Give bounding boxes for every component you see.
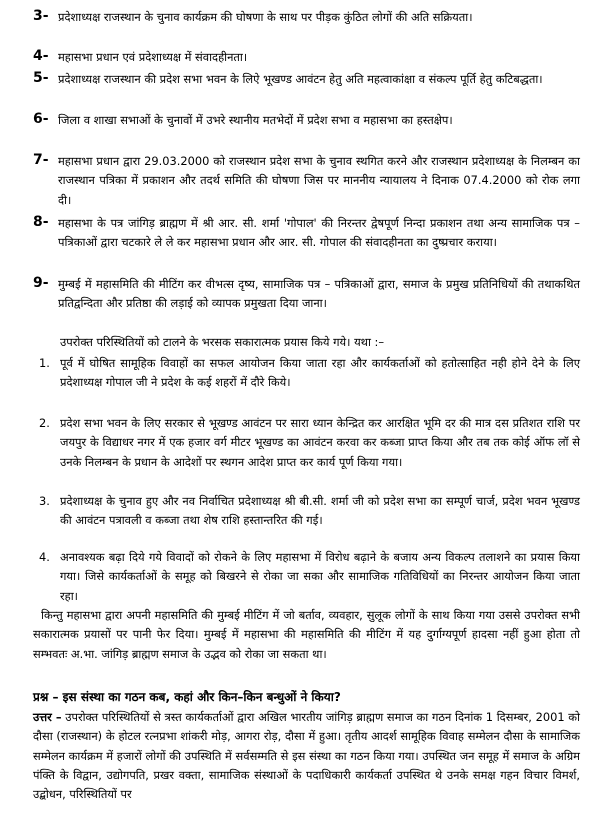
- sub-item-number: 1.: [39, 356, 50, 370]
- item-number: 6-: [33, 111, 49, 127]
- body-paragraph: किन्तु महासभा द्वारा अपनी महासमिति की मुम्बई मीटिंग में जो बर्ताव, व्यवहार, सुलूक लोगों के साथ किया गया उससे उपरोक्त सभी सकारात्मक प्रयासों पर पानी फेर दिया। मुम्बई में महासभा की महासमिति की मीटिंग में यह दुर्गाग्यपूर्ण हादसा नहीं हुआ होता तो सम्भवतः अ.भा. जांगिड़ ब्राह्मण समाज के उद्भव को रोका जा सकता था।: [33, 608, 580, 661]
- sub-item-text: पूर्व में घोषित सामूहिक विवाहों का सफल आयोजन किया जाता रहा और कार्यकर्ताओं को हतोत्साहित नही होने देने के लिए प्रदेशाध्यक्ष गोपाल जी ने प्रदेश के कई शहरों में दौरे किये।: [60, 356, 580, 390]
- item-text: प्रदेशाध्यक्ष राजस्थान की प्रदेश सभा भवन के लिऐ भूखण्ड आवंटन हेतु अति महत्वाकांक्षा व संकल्प पूर्ति हेतु कटिबद्धता।: [58, 72, 543, 86]
- item-text: जिला व शाखा सभाओं के चुनावों में उभरे स्थानीय मतभेदों में प्रदेश सभा व महासभा का हस्तक्षेप।: [58, 113, 453, 127]
- list-item-5: [33, 70, 580, 89]
- sub-item-text: अनावश्यक बढ़ा दिये गये विवादों को रोकने के लिए महासभा में विरोध बढ़ाने के बजाय अन्य विकल्प तलाशने का प्रयास किया गया। जिसे कार्यकर्ताओं के समूह को बिखरने से रोका जा सका और सामाजिक गतिविधियों का निरन्तर आयोजन किया जाता रहा।: [60, 550, 580, 603]
- sub-list-item-2: [39, 414, 580, 472]
- sub-item-text: प्रदेश सभा भवन के लिए सरकार से भूखण्ड आवंटन पर सारा ध्यान केन्द्रित कर आरक्षित भूमि दर की मात्र दस प्रतिशत राशि पर जयपुर के विद्याधर नगर में एक हजार वर्ग मीटर भूखण्ड का आवंटन करवा कर कब्जा प्राप्त किया और तब तक कोई ऑफ लॉ से उनके निलम्बन के प्रधान के आदेशों पर स्थगन आदेश प्राप्त कर कार्य पूर्ण किया गया।: [60, 416, 580, 469]
- sub-list-item-1: [39, 354, 580, 393]
- sub-item-number: 2.: [39, 416, 50, 430]
- item-text: महासभा प्रधान द्वारा 29.03.2000 को राजस्थान प्रदेश सभा के चुनाव स्थगित करने और राजस्थान प्रदेशाध्यक्ष के निलम्बन का राजस्थान पत्रिका में प्रकाशन और तदर्थ समिति की घोषणा जिस पर माननीय न्यायालय ने दिनाक 07.4.2000 को रोक लगा दी।: [58, 154, 580, 207]
- item-text: महासभा के पत्र जांगिड़ ब्राह्मण में श्री आर. सी. शर्मा 'गोपाल' की निरन्तर द्वेषपूर्ण निन्दा प्रकाशन तथा अन्य सामाजिक पत्र – पत्रिकाओं द्वारा चटकारे ले ले कर महासभा प्रधान और आर. सी. गोपाल की संवादहीनता का दुष्प्रचार कराया।: [58, 216, 580, 250]
- sub-item-number: 4.: [39, 550, 50, 564]
- item-text: महासभा प्रधान एवं प्रदेशाध्यक्ष में संवादहीनता।: [58, 50, 248, 64]
- item-number: 7-: [33, 152, 49, 168]
- list-item-3: [33, 8, 580, 27]
- list-item-9: [33, 275, 580, 314]
- list-item-8: [33, 214, 580, 253]
- list-item-6: [33, 111, 580, 130]
- sub-list-item-3: [39, 492, 580, 531]
- answer-label: उत्तर –: [33, 710, 62, 724]
- intro-line: उपरोक्त परिस्थितियों को टालने के भरसक सकारात्मक प्रयास किये गये। यथा :–: [60, 335, 385, 349]
- list-item-4: [33, 48, 580, 67]
- item-number: 8-: [33, 214, 49, 230]
- sub-item-text: प्रदेशाध्यक्ष के चुनाव हुए और नव निर्वाचित प्रदेशाध्यक्ष श्री बी.सी. शर्मा जी को प्रदेश सभा का सम्पूर्ण चार्ज, प्रदेश भवन भूखण्ड की आवंटन पत्रावली व कब्जा तथा शेष राशि हस्तान्तरित की गई।: [60, 494, 580, 528]
- list-item-7: [33, 152, 580, 210]
- item-text: प्रदेशाध्यक्ष राजस्थान के चुनाव कार्यक्रम की घोषणा के साथ पर पीड़क कुंठित लोगों की अति सक्रियता।: [58, 10, 473, 24]
- sub-item-number: 3.: [39, 494, 50, 508]
- item-number: 3-: [33, 8, 49, 24]
- answer-paragraph: [33, 708, 580, 804]
- item-number: 9-: [33, 275, 49, 291]
- item-text: मुम्बई में महासमिति की मीटिंग कर वीभत्स दृष्य, सामाजिक पत्र – पत्रिकाओं द्वारा, समाज के प्रमुख प्रतिनिधियों की तथाकथित प्रतिद्वन्दिता और प्रतिष्ठा की लड़ाई को व्यापक प्रमुखता दिया जाना।: [58, 277, 580, 311]
- item-number: 4-: [33, 48, 49, 64]
- question-heading: प्रश्न – इस संस्था का गठन कब, कहां और किन–किन बन्धुओं ने किया?: [33, 690, 341, 704]
- answer-text: उपरोक्त परिस्थितियों से त्रस्त कार्यकर्ताओं द्वारा अखिल भारतीय जांगिड़ ब्राह्मण समाज का गठन दिनांक 1 दिसम्बर, 2001 को दौसा (राजस्थान) के होटल रत्नप्रभा शांकरी मोड़, आगरा रोड़, दौसा में हुआ। तृतीय आदर्श सामूहिक विवाह सम्मेलन दौसा के सामाजिक सम्मेलन कार्यक्रम में हजारों लोगों की उपस्थिति में सर्वसम्मति से इस संस्था का गठन किया गया। उपस्थित जन समूह में समाज के अग्रिम पंक्ति के विद्वान, उद्योगपति, प्रखर वक्ता, सामाजिक संस्थाओं के पदाधिकारी कार्यकर्ता उपस्थित थे उनके समक्ष गहन विचार विमर्श, उद्बोधन, परिस्थितियों पर: [33, 710, 580, 802]
- sub-list-item-4: [39, 548, 580, 606]
- item-number: 5-: [33, 70, 49, 86]
